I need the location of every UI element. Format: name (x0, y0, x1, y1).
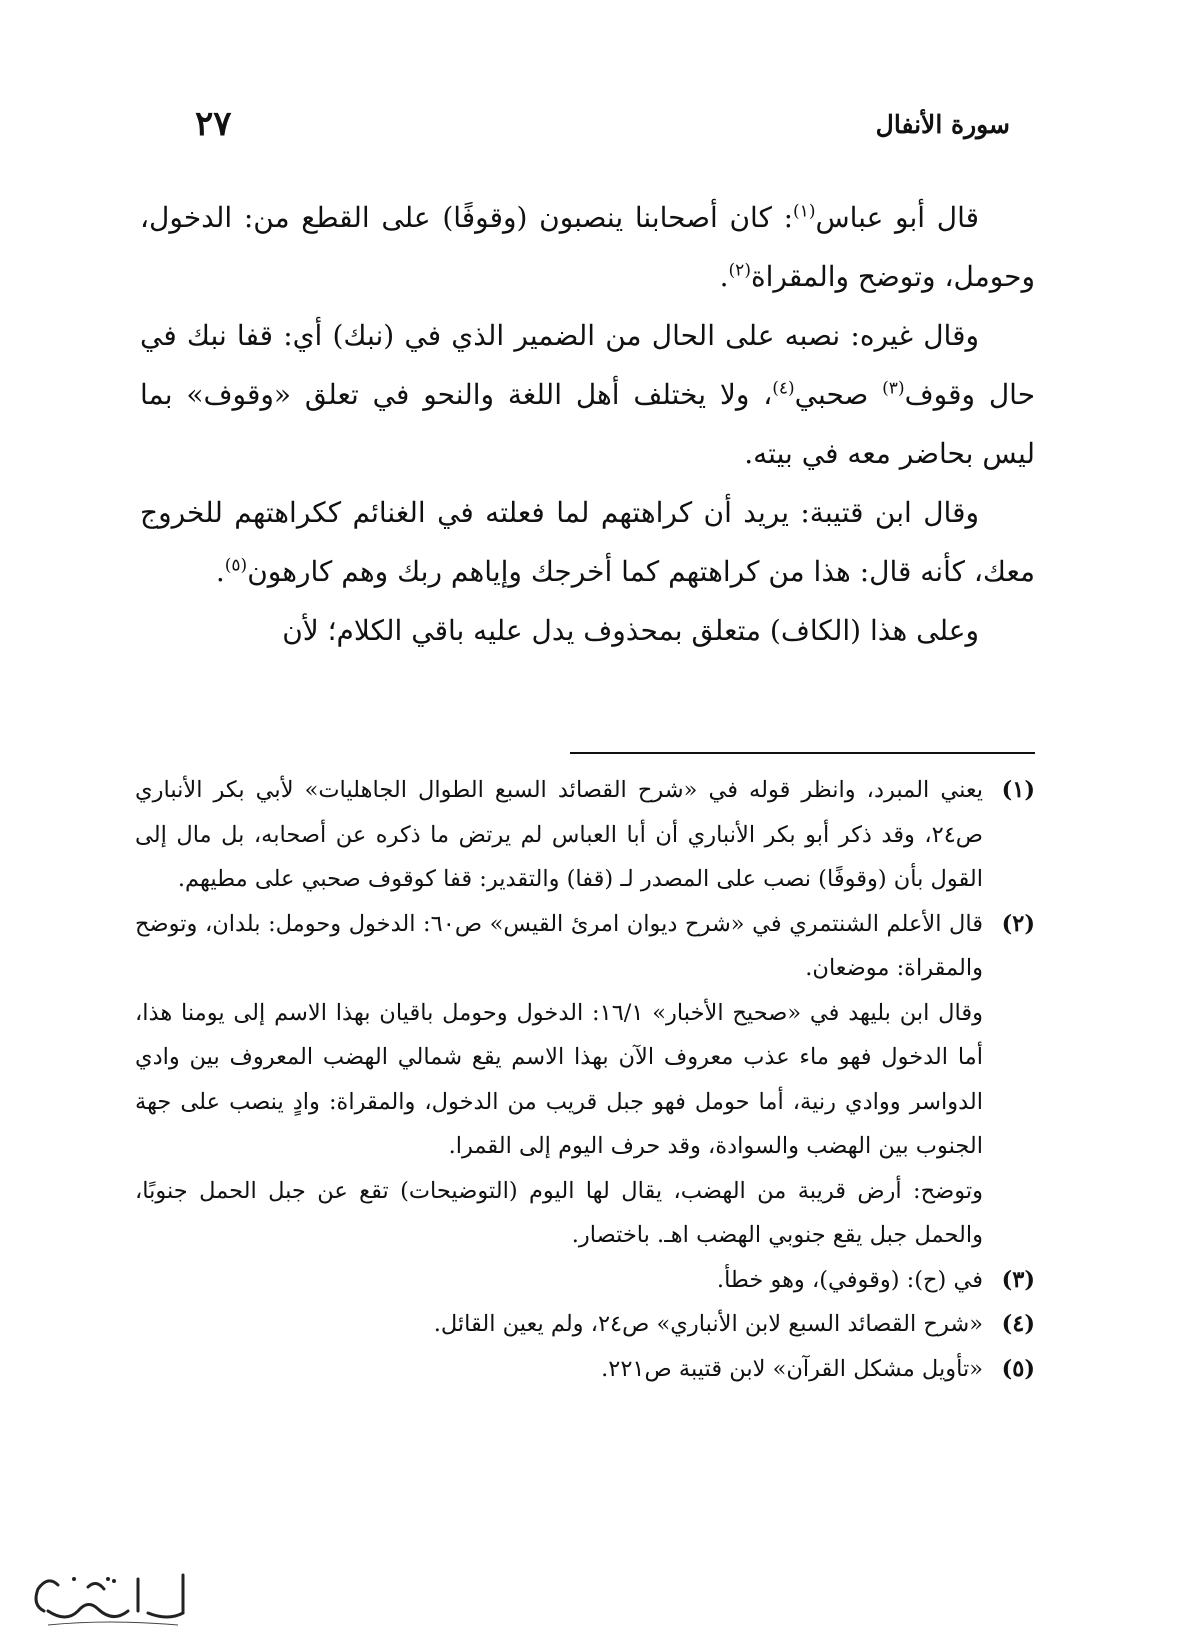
footnote-text: في (ح): (وقوفي)، وهو خطأ. (716, 1266, 983, 1293)
page-header (195, 100, 1010, 160)
footnote-text: وتوضح: أرض قريبة من الهضب، يقال لها اليوم (التوضيحات) تقع عن جبل الحمل جنوبًا، والحمل جبل يقع جنوبي الهضب اهـ. باختصار. (135, 1177, 983, 1248)
footnote-ref-2: (٢) (728, 260, 751, 281)
footnote-number: (١) (1001, 777, 1035, 803)
footnote-text: قال الأعلم الشنتمري في «شرح ديوان امرئ القيس» ص٦٠: الدخول وحومل: بلدان، وتوضح والمقراة: موضعان. (135, 910, 983, 981)
paragraph-2 (140, 306, 1035, 483)
footnote-text: وقال ابن بليهد في «صحيح الأخبار» ١٦/١: الدخول وحومل باقيان بهذا الاسم إلى يومنا هذا، أما الدخول فهو ماء عذب معروف الآن بهذا الاسم يقع شمالي الهضب المعروف بين وادي الدواسر ووادي رنية، أما حومل فهو جبل قريب من الدخول، والمقراة: وادٍ ينصب على جهة الجنوب بين الهضب والسوادة، وقد حرف اليوم إلى القمرا. (135, 999, 983, 1159)
footnote-text: «شرح القصائد السبع لابن الأنباري» ص٢٤، ولم يعين القائل. (433, 1311, 983, 1337)
calligraphy-logo (18, 1565, 198, 1635)
paragraph-3 (140, 483, 1035, 601)
paragraph-1-text-c: . (719, 260, 729, 293)
paragraph-1-text-b: : كان أصحابنا ينصبون (وقوفًا) على القطع من: الدخول، وحومل، وتوضح والمقراة (140, 201, 1035, 293)
footnote-text: «تأويل مشكل القرآن» لابن قتيبة ص٢٢١. (601, 1355, 983, 1382)
footnote-separator (570, 752, 1035, 754)
surah-title: سورة الأنفال (875, 110, 1010, 139)
footnote-ref-4: (٤) (772, 378, 795, 399)
paragraph-3-text-c: . (215, 555, 225, 588)
footnote-ref-5: (٥) (224, 555, 248, 576)
footnote-2 (135, 902, 1035, 1258)
footnote-4 (135, 1302, 1035, 1347)
footnote-number: (٤) (1001, 1311, 1035, 1337)
footnote-3 (135, 1258, 1035, 1303)
footnote-1 (135, 768, 1035, 902)
footnote-number: (٣) (1001, 1266, 1035, 1293)
main-text (140, 188, 1035, 660)
paragraph-2-text-a: وقال غيره: نصبه على الحال من الضمير الذي في (نبك) أي: قفا نبك في حال وقوف (140, 319, 1036, 411)
paragraph-4 (140, 601, 1035, 660)
paragraph-4-text: وعلى هذا (الكاف) متعلق بمحذوف يدل عليه باقي الكلام؛ لأن (282, 614, 979, 647)
page-number: ٢٧ (195, 104, 232, 144)
paragraph-3-text-a: وقال ابن قتيبة: يريد أن كراهتهم لما فعلته في الغنائم ككراهتهم للخروج معك، كأنه قال: هذا من كراهتهم كما أخرجك وإياهم ربك وهم كارهون (140, 496, 1035, 588)
footnote-number: (٢) (1001, 910, 1035, 937)
footnote-ref-3: (٣) (882, 378, 905, 399)
footnote-5 (135, 1347, 1035, 1392)
footnote-number: (٥) (1001, 1355, 1035, 1382)
footnote-text: يعني المبرد، وانظر قوله في «شرح القصائد السبع الطوال الجاهليات» لأبي بكر الأنباري ص٢٤، وقد ذكر أبو بكر الأنباري أن أبا العباس لم يرتض ما ذكره عن أصحابه، بل مال إلى القول بأن (وقوفًا) نصب على المصدر لـ (قفا) والتقدير: قفا كوقوف صحبي على مطيهم. (135, 777, 983, 892)
paragraph-2-text-c: ، ولا يختلف أهل اللغة والنحو في تعلق «وقوف» بما ليس بحاضر معه في بيته. (140, 378, 1035, 470)
footnote-ref-1: (١) (793, 201, 816, 222)
paragraph-1 (140, 188, 1035, 306)
paragraph-2-text-b: صحبي (794, 378, 883, 411)
paragraph-1-text-a: قال أبو عباس (815, 201, 979, 234)
footnotes (135, 768, 1035, 1391)
